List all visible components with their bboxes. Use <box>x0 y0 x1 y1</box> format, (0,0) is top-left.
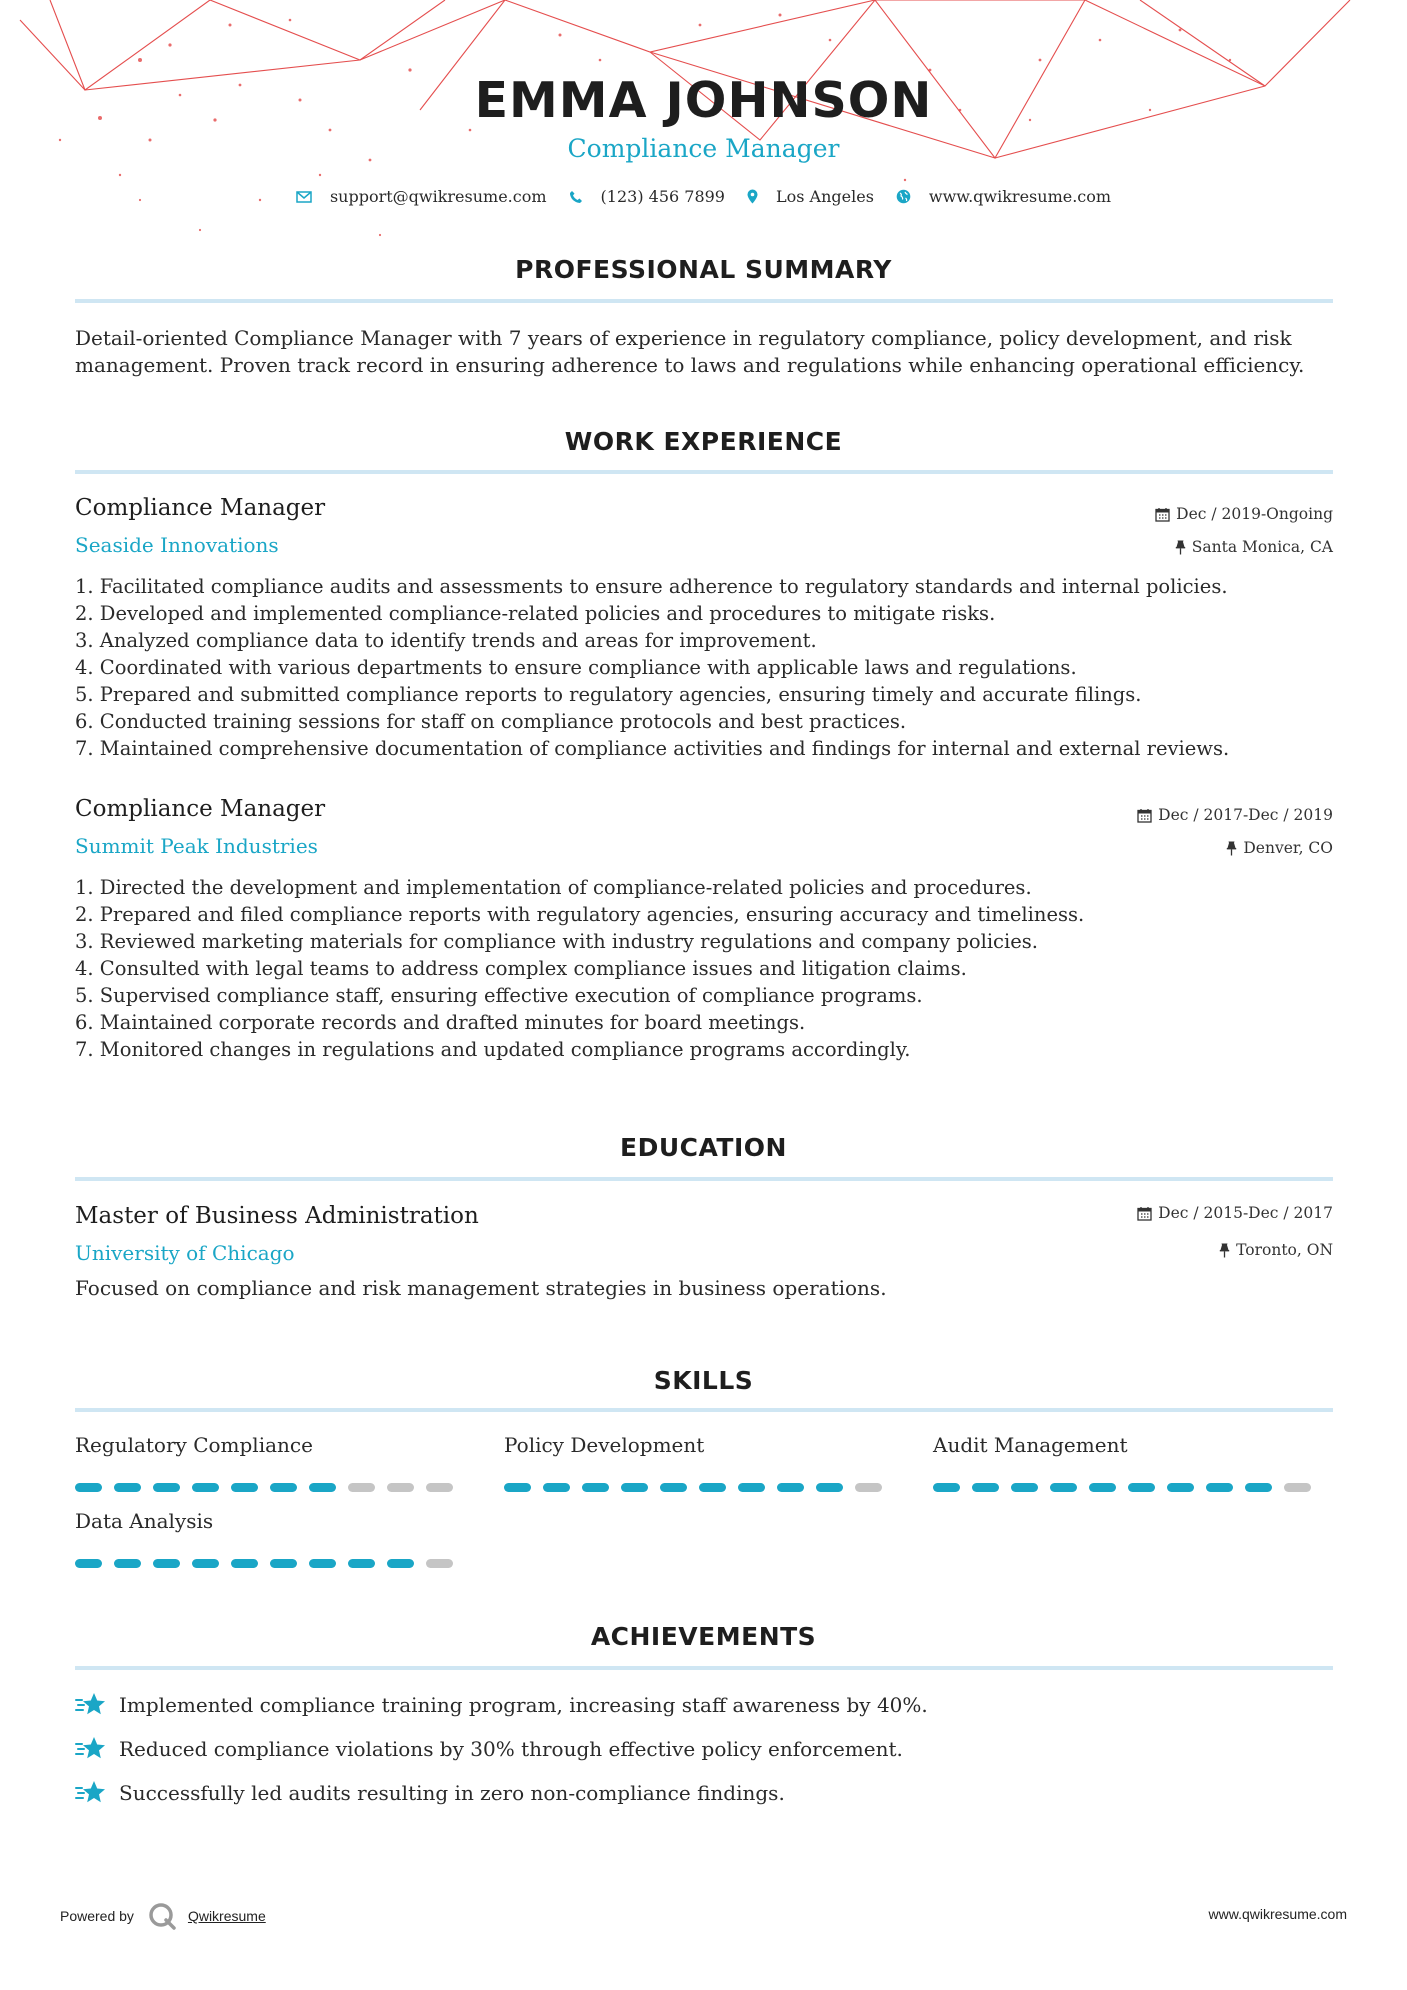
job-company: Seaside Innovations <box>75 533 279 557</box>
skill-dash-filled <box>1167 1483 1194 1492</box>
skill-dash-filled <box>504 1483 531 1492</box>
globe-icon <box>896 189 911 204</box>
contact-website[interactable] <box>896 187 1111 206</box>
job-bullets <box>75 874 1345 1063</box>
job-dates-text: Dec / 2017-Dec / 2019 <box>1158 806 1333 824</box>
skill-dash-filled <box>309 1483 336 1492</box>
job-title: Compliance Manager <box>75 796 326 822</box>
phone-icon <box>569 190 583 204</box>
job-dates <box>1137 806 1333 824</box>
achievements-divider <box>75 1666 1333 1670</box>
achievement-item <box>75 1779 785 1807</box>
pushpin-icon <box>1226 841 1237 856</box>
contact-email[interactable] <box>296 187 547 206</box>
skill-name: Regulatory Compliance <box>75 1433 313 1457</box>
experience-heading: WORK EXPERIENCE <box>564 427 843 456</box>
envelope-icon <box>296 191 312 203</box>
education-degree: Master of Business Administration <box>75 1203 479 1229</box>
job-bullet: 7. Maintained comprehensive documentation of compliance activities and findings for internal and external reviews. <box>75 737 1230 760</box>
job-bullet: 1. Directed the development and implementation of compliance-related policies and procedures. <box>75 876 1032 899</box>
skill-dash-filled <box>582 1483 609 1492</box>
skill-level-bar <box>75 1483 465 1492</box>
footer-powered-by <box>60 1902 266 1930</box>
education-school: University of Chicago <box>75 1241 295 1265</box>
skill-dash-filled <box>738 1483 765 1492</box>
job-location <box>1226 839 1333 857</box>
pushpin-icon <box>1219 1243 1230 1258</box>
skill-level-bar <box>75 1559 465 1568</box>
skill-name: Data Analysis <box>75 1509 214 1533</box>
skill-dash-empty <box>387 1483 414 1492</box>
skill-dash-filled <box>231 1559 258 1568</box>
skill-dash-filled <box>192 1483 219 1492</box>
candidate-title: Compliance Manager <box>567 134 840 163</box>
job-bullet: 3. Reviewed marketing materials for compliance with industry regulations and company policies. <box>75 930 1038 953</box>
email-text: support@qwikresume.com <box>329 187 547 206</box>
skill-dash-filled <box>1011 1483 1038 1492</box>
achievement-text: Successfully led audits resulting in zero non-compliance findings. <box>119 1781 785 1805</box>
education-dates <box>1137 1204 1333 1222</box>
job-location-text: Santa Monica, CA <box>1191 538 1333 556</box>
skill-level-bar <box>504 1483 894 1492</box>
skill-dash-filled <box>1128 1483 1155 1492</box>
skill-dash-filled <box>192 1559 219 1568</box>
skill-dash-filled <box>1245 1483 1272 1492</box>
skill-dash-filled <box>231 1483 258 1492</box>
pushpin-icon <box>1175 540 1186 555</box>
education-description: Focused on compliance and risk management strategies in business operations. <box>75 1276 887 1300</box>
skill-dash-filled <box>75 1483 102 1492</box>
header-network-decoration <box>0 0 1407 260</box>
skill-dash-filled <box>1206 1483 1233 1492</box>
job-bullet: 3. Analyzed compliance data to identify trends and areas for improvement. <box>75 629 817 652</box>
contact-location <box>747 187 874 206</box>
powered-by-label: Powered by <box>60 1908 134 1924</box>
education-heading: EDUCATION <box>620 1133 787 1162</box>
contact-bar <box>0 187 1407 206</box>
job-location-text: Denver, CO <box>1243 839 1333 857</box>
skill-dash-filled <box>270 1483 297 1492</box>
star-icon <box>75 1735 107 1763</box>
job-bullet: 7. Monitored changes in regulations and updated compliance programs accordingly. <box>75 1038 911 1061</box>
experience-divider <box>75 470 1333 474</box>
contact-phone[interactable] <box>569 187 725 206</box>
job-bullet: 6. Maintained corporate records and drafted minutes for board meetings. <box>75 1011 806 1034</box>
calendar-icon <box>1155 507 1170 522</box>
achievement-text: Reduced compliance violations by 30% through effective policy enforcement. <box>119 1737 903 1761</box>
skill-dash-filled <box>699 1483 726 1492</box>
skill-dash-empty <box>1284 1483 1311 1492</box>
skill-dash-filled <box>972 1483 999 1492</box>
job-bullets <box>75 573 1345 762</box>
skill-dash-filled <box>1089 1483 1116 1492</box>
phone-text: (123) 456 7899 <box>600 187 725 206</box>
skill-level-bar <box>933 1483 1323 1492</box>
qwikresume-logo-icon <box>148 1902 178 1930</box>
skill-dash-filled <box>816 1483 843 1492</box>
calendar-icon <box>1137 1206 1152 1221</box>
skill-dash-empty <box>426 1559 453 1568</box>
job-dates-text: Dec / 2019-Ongoing <box>1176 505 1333 523</box>
skills-divider <box>75 1408 1333 1412</box>
skill-dash-filled <box>348 1559 375 1568</box>
skill-dash-filled <box>387 1559 414 1568</box>
job-bullet: 2. Developed and implemented compliance-related policies and procedures to mitigate risks. <box>75 602 996 625</box>
job-bullet: 6. Conducted training sessions for staff on compliance protocols and best practices. <box>75 710 907 733</box>
achievement-text: Implemented compliance training program, increasing staff awareness by 40%. <box>119 1693 928 1717</box>
skill-dash-filled <box>933 1483 960 1492</box>
skill-dash-filled <box>75 1559 102 1568</box>
summary-text: Detail-oriented Compliance Manager with 7 years of experience in regulatory compliance, policy development, and risk management. Proven track record in ensuring adherence to laws and regulations while enhancing operational efficiency. <box>75 326 1305 377</box>
website-text: www.qwikresume.com <box>928 187 1112 206</box>
job-bullet: 1. Facilitated compliance audits and assessments to ensure adherence to regulatory standards and internal policies. <box>75 575 1228 598</box>
job-bullet: 5. Supervised compliance staff, ensuring effective execution of compliance programs. <box>75 984 923 1007</box>
skill-dash-filled <box>153 1559 180 1568</box>
skill-dash-filled <box>621 1483 648 1492</box>
job-bullet: 2. Prepared and filed compliance reports with regulatory agencies, ensuring accuracy and timeliness. <box>75 903 1085 926</box>
skill-dash-empty <box>855 1483 882 1492</box>
skills-heading: SKILLS <box>653 1366 754 1395</box>
education-dates-text: Dec / 2015-Dec / 2017 <box>1158 1204 1333 1222</box>
job-location <box>1175 538 1333 556</box>
job-dates <box>1155 505 1333 523</box>
candidate-name: EMMA JOHNSON <box>474 72 933 129</box>
calendar-icon <box>1137 808 1152 823</box>
summary-heading: PROFESSIONAL SUMMARY <box>515 255 892 284</box>
skill-name: Audit Management <box>933 1433 1128 1457</box>
skill-dash-filled <box>1050 1483 1077 1492</box>
job-bullet: 4. Consulted with legal teams to address complex compliance issues and litigation claims. <box>75 957 967 980</box>
skill-dash-filled <box>777 1483 804 1492</box>
star-icon <box>75 1691 107 1719</box>
skill-dash-filled <box>114 1483 141 1492</box>
skill-dash-filled <box>543 1483 570 1492</box>
qwikresume-link[interactable]: Qwikresume <box>187 1908 266 1924</box>
skill-dash-empty <box>426 1483 453 1492</box>
location-text: Los Angeles <box>775 187 874 206</box>
skill-dash-filled <box>309 1559 336 1568</box>
summary-divider <box>75 299 1333 303</box>
footer-website[interactable]: www.qwikresume.com <box>1208 1906 1347 1922</box>
skill-dash-filled <box>153 1483 180 1492</box>
job-bullet: 5. Prepared and submitted compliance reports to regulatory agencies, ensuring timely and accurate filings. <box>75 683 1142 706</box>
skill-dash-filled <box>270 1559 297 1568</box>
star-icon <box>75 1779 107 1807</box>
achievements-heading: ACHIEVEMENTS <box>590 1622 817 1651</box>
map-pin-icon <box>747 189 758 204</box>
achievement-item <box>75 1691 928 1719</box>
job-bullet: 4. Coordinated with various departments to ensure compliance with applicable laws and regulations. <box>75 656 1077 679</box>
job-title: Compliance Manager <box>75 495 326 521</box>
skill-name: Policy Development <box>504 1433 705 1457</box>
skill-dash-filled <box>660 1483 687 1492</box>
skill-dash-empty <box>348 1483 375 1492</box>
education-location-text: Toronto, ON <box>1236 1241 1333 1259</box>
education-location <box>1219 1241 1333 1259</box>
skill-dash-filled <box>114 1559 141 1568</box>
job-company: Summit Peak Industries <box>75 834 318 858</box>
achievement-item <box>75 1735 903 1763</box>
education-divider <box>75 1177 1333 1181</box>
